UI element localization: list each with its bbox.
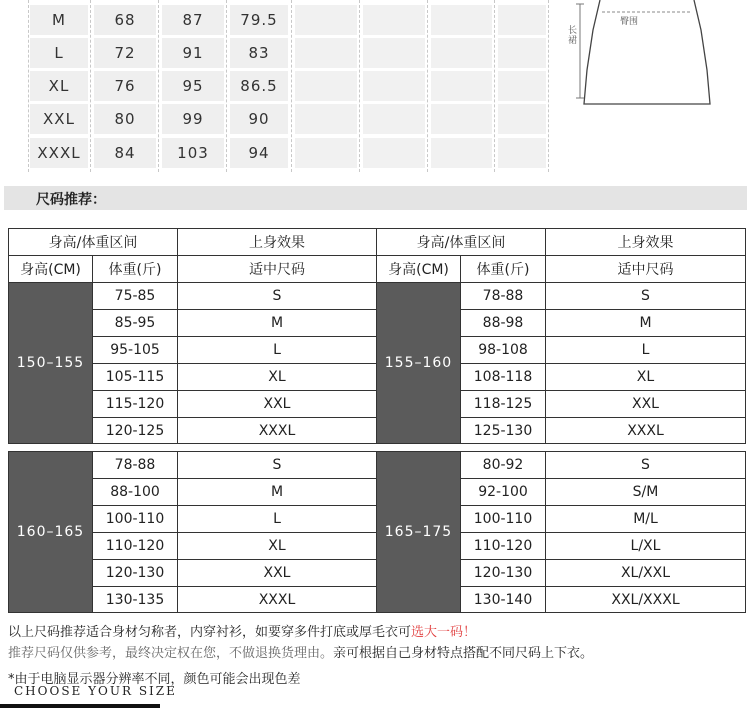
weight-cell: 75-85: [93, 283, 178, 310]
note-line-2: [8, 642, 593, 661]
note-text: 以上尺码推荐适合身材匀称者，内穿衬衫，如要穿多件打底或厚毛衣可: [8, 625, 412, 640]
value-cell: 95: [162, 71, 224, 101]
measurement-row: [0, 102, 560, 136]
size-recommendation-table-2: [8, 451, 746, 613]
note-line-1: [8, 621, 476, 640]
size-cell: XXXL: [178, 418, 377, 444]
weight-cell: 92-100: [461, 479, 546, 506]
empty-cell: [363, 38, 425, 68]
weight-cell: 130-135: [93, 587, 178, 613]
weight-cell: 85-95: [93, 310, 178, 337]
weight-cell: 118-125: [461, 391, 546, 418]
header-height-cm: 身高(CM): [9, 256, 93, 283]
value-cell: 91: [162, 38, 224, 68]
size-cell: XXXL: [30, 138, 88, 168]
header-height-weight-range: 身高/体重区间: [377, 229, 546, 256]
value-cell: 84: [94, 138, 156, 168]
size-cell: S: [178, 283, 377, 310]
height-range-cell: 150–155: [9, 283, 93, 444]
size-cell: XL: [30, 71, 88, 101]
note-highlight: 选大一码！: [411, 625, 477, 640]
weight-cell: 110-120: [461, 533, 546, 560]
value-cell: 99: [162, 104, 224, 134]
empty-cell: [363, 71, 425, 101]
weight-cell: 105-115: [93, 364, 178, 391]
size-cell: XXXL: [546, 418, 746, 444]
value-cell: 87: [162, 5, 224, 35]
height-range-cell: 160–165: [9, 452, 93, 613]
empty-cell: [498, 38, 546, 68]
size-cell: XL: [178, 533, 377, 560]
header-effect: 上身效果: [178, 229, 377, 256]
header-height-cm: 身高(CM): [377, 256, 461, 283]
empty-cell: [295, 138, 357, 168]
size-cell: L/XL: [546, 533, 746, 560]
measurement-table: [0, 0, 750, 180]
size-cell: S: [546, 283, 746, 310]
empty-cell: [498, 71, 546, 101]
footer-rule: [0, 704, 160, 708]
size-cell: L: [178, 337, 377, 364]
value-cell: 103: [162, 138, 224, 168]
weight-cell: 98-108: [461, 337, 546, 364]
section-header: [4, 186, 747, 210]
height-range-cell: 165–175: [377, 452, 461, 613]
size-recommendation-table-1: [8, 228, 746, 444]
empty-cell: [498, 5, 546, 35]
empty-cell: [295, 5, 357, 35]
height-range-cell: 155–160: [377, 283, 461, 444]
size-cell: S/M: [546, 479, 746, 506]
empty-cell: [295, 38, 357, 68]
size-cell: L: [546, 337, 746, 364]
size-cell: L: [30, 38, 88, 68]
size-cell: L: [178, 506, 377, 533]
size-cell: S: [546, 452, 746, 479]
size-cell: XL: [178, 364, 377, 391]
value-cell: 79.5: [230, 5, 288, 35]
size-cell: XL: [546, 364, 746, 391]
weight-cell: 100-110: [461, 506, 546, 533]
size-cell: XXXL: [178, 587, 377, 613]
color-disclaimer: *由于电脑显示器分辨率不同，颜色可能会出现色差: [8, 672, 301, 687]
value-cell: 80: [94, 104, 156, 134]
size-cell: M: [178, 310, 377, 337]
size-cell: S: [178, 452, 377, 479]
empty-cell: [363, 138, 425, 168]
empty-cell: [431, 71, 492, 101]
size-cell: XL/XXL: [546, 560, 746, 587]
header-weight: 体重(斤): [93, 256, 178, 283]
header-height-weight-range: 身高/体重区间: [9, 229, 178, 256]
empty-cell: [431, 5, 492, 35]
weight-cell: 95-105: [93, 337, 178, 364]
value-cell: 72: [94, 38, 156, 68]
weight-cell: 108-118: [461, 364, 546, 391]
size-cell: M/L: [546, 506, 746, 533]
note-disclaimer: 推荐尺码仅供参考，最终决定权在您，不做退换货理由。: [8, 646, 334, 661]
empty-cell: [498, 138, 546, 168]
section-title: 尺码推荐：: [36, 192, 106, 208]
hip-label: 臀围: [620, 17, 639, 27]
value-cell: 90: [230, 104, 288, 134]
measurement-row: [0, 36, 560, 70]
header-effect: 上身效果: [546, 229, 746, 256]
weight-cell: 88-98: [461, 310, 546, 337]
weight-cell: 78-88: [461, 283, 546, 310]
empty-cell: [431, 104, 492, 134]
note-text: 亲可根据自己身材特点搭配不同尺码上下衣。: [333, 646, 594, 661]
weight-cell: 80-92: [461, 452, 546, 479]
weight-cell: 115-120: [93, 391, 178, 418]
header-fit-size: 适中尺码: [178, 256, 377, 283]
value-cell: 86.5: [230, 71, 288, 101]
size-cell: XXL/XXXL: [546, 587, 746, 613]
size-cell: XXL: [178, 560, 377, 587]
value-cell: 94: [230, 138, 288, 168]
weight-cell: 120-130: [461, 560, 546, 587]
size-cell: M: [178, 479, 377, 506]
empty-cell: [295, 104, 357, 134]
weight-cell: 110-120: [93, 533, 178, 560]
size-cell: M: [30, 5, 88, 35]
size-cell: XXL: [546, 391, 746, 418]
measurement-row: [0, 136, 560, 170]
empty-cell: [431, 38, 492, 68]
size-cell: XXL: [178, 391, 377, 418]
weight-cell: 120-130: [93, 560, 178, 587]
weight-cell: 130-140: [461, 587, 546, 613]
header-fit-size: 适中尺码: [546, 256, 746, 283]
weight-cell: 78-88: [93, 452, 178, 479]
measurement-row: [0, 3, 560, 37]
weight-cell: 120-125: [93, 418, 178, 444]
size-cell: XXL: [30, 104, 88, 134]
empty-cell: [363, 104, 425, 134]
empty-cell: [431, 138, 492, 168]
skirt-diagram: [560, 0, 750, 178]
weight-cell: 100-110: [93, 506, 178, 533]
size-cell: M: [546, 310, 746, 337]
value-cell: 83: [230, 38, 288, 68]
value-cell: 68: [94, 5, 156, 35]
weight-cell: 125-130: [461, 418, 546, 444]
header-weight: 体重(斤): [461, 256, 546, 283]
choose-your-size-caption: CHOOSE YOUR SIZE: [14, 684, 177, 698]
skirt-outline-icon: [560, 0, 750, 178]
empty-cell: [295, 71, 357, 101]
empty-cell: [363, 5, 425, 35]
length-label: 长裙: [568, 26, 578, 46]
measurement-row: [0, 69, 560, 103]
empty-cell: [498, 104, 546, 134]
weight-cell: 88-100: [93, 479, 178, 506]
value-cell: 76: [94, 71, 156, 101]
